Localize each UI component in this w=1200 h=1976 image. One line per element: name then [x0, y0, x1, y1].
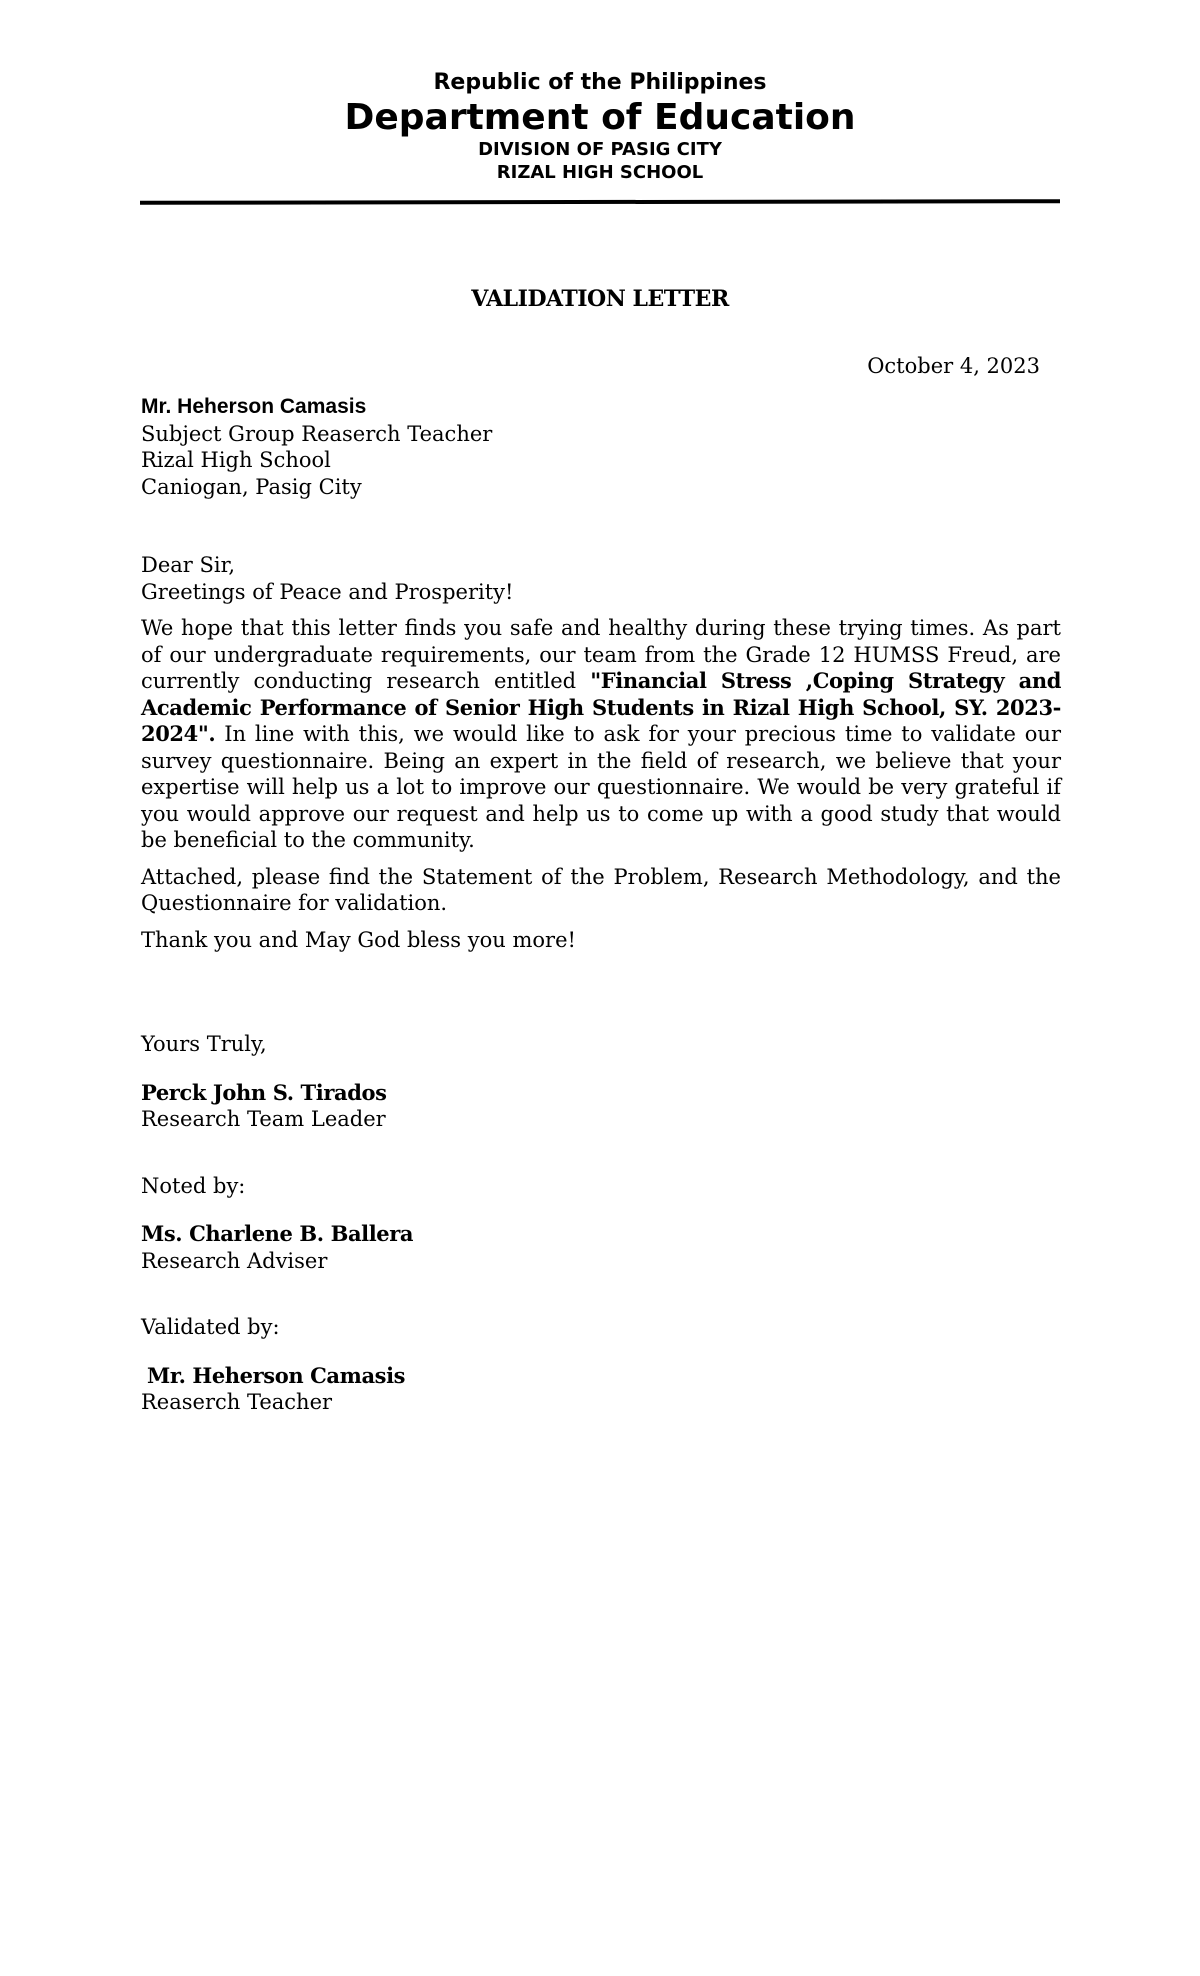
- noted-role: Research Adviser: [141, 1248, 328, 1273]
- validated-name: Mr. Heherson Camasis: [147, 1362, 406, 1388]
- letter-date: October 4, 2023: [867, 354, 1040, 378]
- body-paragraph-3: Thank you and May God bless you more!: [141, 927, 576, 952]
- paragraph-1-continuation: In line with this, we would like to ask for your precious time to validate our survey questionnaire. Being an expert in the field of research, we believe that your expertise will help us a lot to improve our questionnaire. We would be very grateful if you would approve our request and help us to come up with a good study that would be beneficial to the community.: [141, 722, 1061, 852]
- noted-name: Ms. Charlene B. Ballera: [141, 1221, 414, 1246]
- recipient-position: Subject Group Reaserch Teacher: [141, 421, 493, 446]
- sender-role: Research Team Leader: [141, 1107, 386, 1131]
- salutation: Dear Sir,: [141, 553, 236, 577]
- greeting: Greetings of Peace and Prosperity!: [141, 579, 514, 604]
- validated-role: Reaserch Teacher: [141, 1390, 333, 1414]
- letterhead-school: RIZAL HIGH SCHOOL: [496, 162, 704, 183]
- recipient-address: Caniogan, Pasig City: [141, 474, 362, 499]
- recipient-school: Rizal High School: [141, 448, 331, 472]
- body-paragraph-1: [141, 615, 1061, 854]
- letterhead: [0, 68, 1200, 184]
- letterhead-divider: [140, 199, 1060, 205]
- letter-title: VALIDATION LETTER: [471, 286, 729, 312]
- body-paragraph-2: Attached, please find the Statement of the Problem, Research Methodology, and the Questionnaire for validation.: [141, 864, 1061, 915]
- recipient-block: [141, 394, 1061, 500]
- closing: Yours Truly,: [141, 1032, 267, 1056]
- recipient-name: Mr. Heherson Camasis: [141, 395, 367, 418]
- letterhead-republic: Republic of the Philippines: [433, 70, 767, 95]
- letterhead-division: DIVISION OF PASIG CITY: [478, 139, 722, 160]
- letter-content: [141, 394, 1061, 1416]
- paragraph-1-text: We hope that this letter finds you safe and healthy during these trying times. As part of our undergraduate requirements, our team from the Grade 12 HUMSS Freud, are currently conducting research entitled: [141, 616, 1061, 693]
- noted-label: Noted by:: [141, 1173, 246, 1198]
- research-title: "Financial Stress ,Coping Strategy and Academic Performance of Senior High Students in Rizal High School, SY. 2023-2024".: [141, 668, 1061, 746]
- letterhead-department: Department of Education: [344, 97, 856, 138]
- sender-name: Perck John S. Tirados: [141, 1079, 387, 1105]
- validated-label: Validated by:: [141, 1315, 280, 1339]
